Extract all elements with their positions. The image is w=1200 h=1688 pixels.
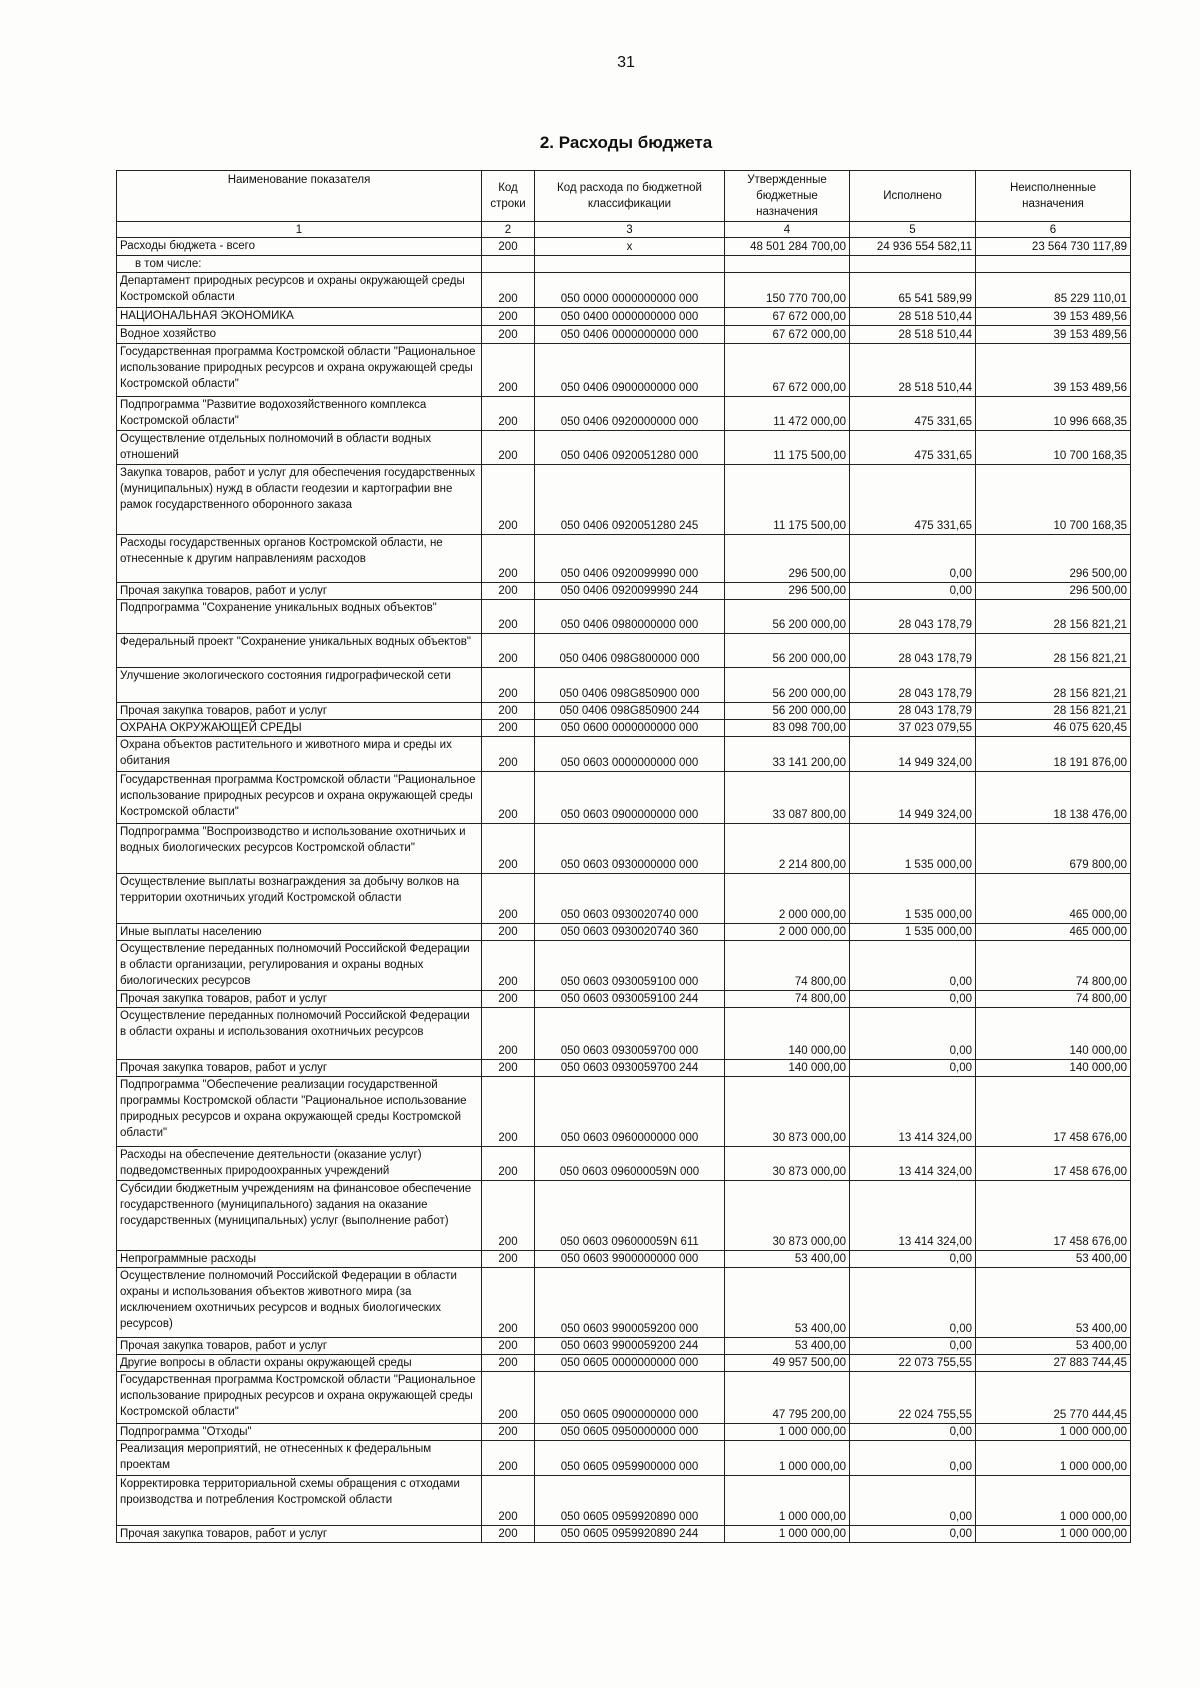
- row-executed: 13 414 324,00: [850, 1077, 976, 1147]
- row-code: 200: [482, 668, 535, 703]
- row-executed: 28 043 178,79: [850, 703, 976, 720]
- row-name: Государственная программа Костромской области "Рациональное использование природных ресурсов и охрана окружающей среды Костромской области": [117, 772, 482, 824]
- table-row: [117, 256, 1131, 273]
- row-unexecuted: 10 996 668,35: [976, 397, 1131, 431]
- row-unexecuted: 1 000 000,00: [976, 1526, 1131, 1543]
- row-approved: 33 087 800,00: [725, 772, 850, 824]
- row-approved: 30 873 000,00: [725, 1077, 850, 1147]
- row-kbk: 050 0406 0920000000 000: [535, 397, 725, 431]
- row-executed: 28 043 178,79: [850, 600, 976, 634]
- column-number: 5: [850, 222, 976, 238]
- row-name: Охрана объектов растительного и животного мира и среды их обитания: [117, 737, 482, 772]
- row-executed: 28 518 510,44: [850, 326, 976, 344]
- header-row-code: Код строки: [482, 171, 535, 222]
- header-unexecuted: Неисполненные назначения: [976, 171, 1131, 222]
- row-executed: 28 518 510,44: [850, 344, 976, 397]
- row-executed: 22 073 755,55: [850, 1355, 976, 1372]
- row-code: 200: [482, 1077, 535, 1147]
- row-name: Другие вопросы в области охраны окружающей среды: [117, 1355, 482, 1372]
- row-name: ОХРАНА ОКРУЖАЮЩЕЙ СРЕДЫ: [117, 720, 482, 737]
- row-executed: 14 949 324,00: [850, 772, 976, 824]
- row-executed: 0,00: [850, 583, 976, 600]
- row-executed: [850, 256, 976, 273]
- row-code: 200: [482, 924, 535, 941]
- table-row: [117, 1251, 1131, 1268]
- row-executed: 0,00: [850, 535, 976, 583]
- row-approved: 30 873 000,00: [725, 1181, 850, 1251]
- table-row: [117, 431, 1131, 465]
- row-name: Осуществление отдельных полномочий в области водных отношений: [117, 431, 482, 465]
- row-approved: 74 800,00: [725, 991, 850, 1008]
- row-executed: 1 535 000,00: [850, 824, 976, 874]
- row-code: 200: [482, 1424, 535, 1441]
- row-code: 200: [482, 1441, 535, 1476]
- row-name: Прочая закупка товаров, работ и услуг: [117, 1338, 482, 1355]
- column-number: 2: [482, 222, 535, 238]
- row-approved: 2 000 000,00: [725, 874, 850, 924]
- table-row: [117, 824, 1131, 874]
- table-row: [117, 634, 1131, 668]
- row-approved: 53 400,00: [725, 1268, 850, 1338]
- row-kbk: 050 0603 0930059700 000: [535, 1008, 725, 1060]
- row-executed: 0,00: [850, 1424, 976, 1441]
- row-approved: 56 200 000,00: [725, 668, 850, 703]
- row-name: Осуществление полномочий Российской Федерации в области охраны и использования объектов животного мира (за исключением охотничьих ресурсов и водных биологических ресурсов): [117, 1268, 482, 1338]
- row-unexecuted: 53 400,00: [976, 1251, 1131, 1268]
- row-unexecuted: 1 000 000,00: [976, 1476, 1131, 1526]
- row-executed: 37 023 079,55: [850, 720, 976, 737]
- row-name: Осуществление переданных полномочий Российской Федерации в области охраны и использования охотничьих ресурсов: [117, 1008, 482, 1060]
- row-code: 200: [482, 991, 535, 1008]
- row-approved: 67 672 000,00: [725, 326, 850, 344]
- row-code: 200: [482, 1338, 535, 1355]
- row-name: Иные выплаты населению: [117, 924, 482, 941]
- row-approved: 67 672 000,00: [725, 344, 850, 397]
- row-approved: 150 770 700,00: [725, 273, 850, 308]
- row-kbk: 050 0406 098G800000 000: [535, 634, 725, 668]
- row-approved: 56 200 000,00: [725, 600, 850, 634]
- row-name: Подпрограмма "Обеспечение реализации государственной программы Костромской области "Рациональное использование природных ресурсов и охрана окружающей среды Костромской области": [117, 1077, 482, 1147]
- row-name: Водное хозяйство: [117, 326, 482, 344]
- row-kbk: 050 0605 0900000000 000: [535, 1372, 725, 1424]
- table-row: [117, 1424, 1131, 1441]
- row-code: 200: [482, 583, 535, 600]
- row-kbk: 050 0605 0959900000 000: [535, 1441, 725, 1476]
- table-row: [117, 1060, 1131, 1077]
- row-approved: 2 214 800,00: [725, 824, 850, 874]
- row-executed: 28 518 510,44: [850, 308, 976, 326]
- row-unexecuted: 1 000 000,00: [976, 1441, 1131, 1476]
- row-unexecuted: 465 000,00: [976, 924, 1131, 941]
- row-approved: 11 472 000,00: [725, 397, 850, 431]
- row-unexecuted: 23 564 730 117,89: [976, 238, 1131, 256]
- row-unexecuted: 10 700 168,35: [976, 465, 1131, 535]
- row-name: Прочая закупка товаров, работ и услуг: [117, 1526, 482, 1543]
- row-unexecuted: 1 000 000,00: [976, 1424, 1131, 1441]
- row-executed: 65 541 589,99: [850, 273, 976, 308]
- row-code: 200: [482, 941, 535, 991]
- table-row: [117, 1181, 1131, 1251]
- row-executed: 0,00: [850, 1251, 976, 1268]
- row-kbk: 050 0603 9900059200 000: [535, 1268, 725, 1338]
- row-kbk: 050 0406 0920099990 000: [535, 535, 725, 583]
- row-executed: 475 331,65: [850, 465, 976, 535]
- row-name: Расходы на обеспечение деятельности (оказание услуг) подведомственных природоохранных учреждений: [117, 1147, 482, 1181]
- row-unexecuted: 140 000,00: [976, 1008, 1131, 1060]
- row-approved: 53 400,00: [725, 1338, 850, 1355]
- row-approved: [725, 256, 850, 273]
- row-kbk: 050 0600 0000000000 000: [535, 720, 725, 737]
- header-executed: Исполнено: [850, 171, 976, 222]
- row-executed: 0,00: [850, 991, 976, 1008]
- table-row: [117, 720, 1131, 737]
- row-unexecuted: 39 153 489,56: [976, 308, 1131, 326]
- row-kbk: 050 0605 0959920890 000: [535, 1476, 725, 1526]
- row-kbk: 050 0605 0959920890 244: [535, 1526, 725, 1543]
- row-executed: 0,00: [850, 1338, 976, 1355]
- table-row: [117, 1526, 1131, 1543]
- row-unexecuted: [976, 256, 1131, 273]
- row-unexecuted: 46 075 620,45: [976, 720, 1131, 737]
- row-code: 200: [482, 308, 535, 326]
- row-executed: 14 949 324,00: [850, 737, 976, 772]
- row-kbk: 050 0603 0960000000 000: [535, 1077, 725, 1147]
- row-unexecuted: 39 153 489,56: [976, 326, 1131, 344]
- row-unexecuted: 53 400,00: [976, 1338, 1131, 1355]
- row-approved: 11 175 500,00: [725, 431, 850, 465]
- row-kbk: 050 0603 0930059100 244: [535, 991, 725, 1008]
- row-approved: 56 200 000,00: [725, 634, 850, 668]
- row-code: 200: [482, 238, 535, 256]
- column-numbers-row: [117, 222, 1131, 238]
- row-executed: 1 535 000,00: [850, 874, 976, 924]
- row-unexecuted: 74 800,00: [976, 991, 1131, 1008]
- row-code: 200: [482, 1147, 535, 1181]
- table-row: [117, 1338, 1131, 1355]
- row-unexecuted: 679 800,00: [976, 824, 1131, 874]
- row-executed: 24 936 554 582,11: [850, 238, 976, 256]
- row-unexecuted: 85 229 110,01: [976, 273, 1131, 308]
- row-name: Осуществление переданных полномочий Российской Федерации в области организации, регулирования и охраны водных биологических ресурсов: [117, 941, 482, 991]
- row-name: Непрограммные расходы: [117, 1251, 482, 1268]
- row-approved: 83 098 700,00: [725, 720, 850, 737]
- row-unexecuted: 296 500,00: [976, 583, 1131, 600]
- row-unexecuted: 28 156 821,21: [976, 668, 1131, 703]
- row-kbk: 050 0406 098G850900 244: [535, 703, 725, 720]
- row-code: 200: [482, 824, 535, 874]
- row-executed: 0,00: [850, 1476, 976, 1526]
- row-unexecuted: 17 458 676,00: [976, 1181, 1131, 1251]
- row-name: Подпрограмма "Воспроизводство и использование охотничьих и водных биологических ресурсов Костромской области": [117, 824, 482, 874]
- row-executed: 475 331,65: [850, 431, 976, 465]
- table-row: [117, 1147, 1131, 1181]
- row-executed: 13 414 324,00: [850, 1181, 976, 1251]
- row-code: 200: [482, 273, 535, 308]
- table-row: [117, 1008, 1131, 1060]
- row-unexecuted: 27 883 744,45: [976, 1355, 1131, 1372]
- row-name: Улучшение экологического состояния гидрографической сети: [117, 668, 482, 703]
- table-row: [117, 1268, 1131, 1338]
- table-row: [117, 1372, 1131, 1424]
- row-approved: 1 000 000,00: [725, 1424, 850, 1441]
- header-kbk: Код расхода по бюджетной классификации: [535, 171, 725, 222]
- row-executed: 0,00: [850, 1441, 976, 1476]
- row-approved: 49 957 500,00: [725, 1355, 850, 1372]
- table-row: [117, 583, 1131, 600]
- row-kbk: 050 0406 0900000000 000: [535, 344, 725, 397]
- row-kbk: 050 0603 0930059700 244: [535, 1060, 725, 1077]
- row-approved: 1 000 000,00: [725, 1441, 850, 1476]
- row-approved: 53 400,00: [725, 1251, 850, 1268]
- row-name: НАЦИОНАЛЬНАЯ ЭКОНОМИКА: [117, 308, 482, 326]
- row-name: Подпрограмма "Развитие водохозяйственного комплекса Костромской области": [117, 397, 482, 431]
- row-kbk: 050 0400 0000000000 000: [535, 308, 725, 326]
- row-unexecuted: 10 700 168,35: [976, 431, 1131, 465]
- row-kbk: 050 0406 0000000000 000: [535, 326, 725, 344]
- row-name: Корректировка территориальной схемы обращения с отходами производства и потребления Костромской области: [117, 1476, 482, 1526]
- table-row: [117, 737, 1131, 772]
- row-approved: 74 800,00: [725, 941, 850, 991]
- row-code: 200: [482, 703, 535, 720]
- row-approved: 48 501 284 700,00: [725, 238, 850, 256]
- row-code: 200: [482, 344, 535, 397]
- row-code: 200: [482, 634, 535, 668]
- table-body: [117, 238, 1131, 1543]
- table-row: [117, 772, 1131, 824]
- row-unexecuted: 17 458 676,00: [976, 1077, 1131, 1147]
- row-name: Прочая закупка товаров, работ и услуг: [117, 703, 482, 720]
- row-unexecuted: 28 156 821,21: [976, 634, 1131, 668]
- row-executed: 13 414 324,00: [850, 1147, 976, 1181]
- row-name: Прочая закупка товаров, работ и услуг: [117, 583, 482, 600]
- row-executed: 0,00: [850, 1526, 976, 1543]
- row-kbk: 050 0406 0920051280 245: [535, 465, 725, 535]
- row-approved: 2 000 000,00: [725, 924, 850, 941]
- table-row: [117, 1441, 1131, 1476]
- row-kbk: 050 0603 0930020740 000: [535, 874, 725, 924]
- row-kbk: 050 0603 9900059200 244: [535, 1338, 725, 1355]
- row-kbk: 050 0406 0920051280 000: [535, 431, 725, 465]
- row-unexecuted: 18 191 876,00: [976, 737, 1131, 772]
- row-code: 200: [482, 1268, 535, 1338]
- row-kbk: 050 0406 0980000000 000: [535, 600, 725, 634]
- row-name: Осуществление выплаты вознаграждения за добычу волков на территории охотничьих угодий Костромской области: [117, 874, 482, 924]
- row-name: Государственная программа Костромской области "Рациональное использование природных ресурсов и охрана окружающей среды Костромской области": [117, 1372, 482, 1424]
- expenditure-table: [116, 170, 1131, 1543]
- row-approved: 296 500,00: [725, 583, 850, 600]
- row-kbk: 050 0000 0000000000 000: [535, 273, 725, 308]
- row-executed: 28 043 178,79: [850, 668, 976, 703]
- row-code: 200: [482, 1526, 535, 1543]
- table-row: [117, 874, 1131, 924]
- row-kbk: 050 0603 9900000000 000: [535, 1251, 725, 1268]
- row-name: Государственная программа Костромской области "Рациональное использование природных ресурсов и охрана окружающей среды Костромской области": [117, 344, 482, 397]
- row-executed: 0,00: [850, 1268, 976, 1338]
- row-kbk: 050 0603 0930020740 360: [535, 924, 725, 941]
- row-kbk: x: [535, 238, 725, 256]
- row-kbk: 050 0605 0000000000 000: [535, 1355, 725, 1372]
- row-executed: 0,00: [850, 1060, 976, 1077]
- row-code: 200: [482, 397, 535, 431]
- row-name: Закупка товаров, работ и услуг для обеспечения государственных (муниципальных) нужд в области геодезии и картографии вне рамок государственного оборонного заказа: [117, 465, 482, 535]
- row-code: 200: [482, 326, 535, 344]
- table-row: [117, 600, 1131, 634]
- page-title: 2. Расходы бюджета: [539, 133, 713, 152]
- row-name: Расходы бюджета - всего: [117, 238, 482, 256]
- row-code: 200: [482, 431, 535, 465]
- row-kbk: 050 0603 0900000000 000: [535, 772, 725, 824]
- page-number: 31: [617, 54, 635, 71]
- table-row: [117, 1355, 1131, 1372]
- table-row: [117, 308, 1131, 326]
- table-row: [117, 465, 1131, 535]
- row-kbk: 050 0605 0950000000 000: [535, 1424, 725, 1441]
- row-code: 200: [482, 1008, 535, 1060]
- row-approved: 296 500,00: [725, 535, 850, 583]
- row-approved: 67 672 000,00: [725, 308, 850, 326]
- table-row: [117, 344, 1131, 397]
- row-kbk: 050 0603 096000059N 611: [535, 1181, 725, 1251]
- row-code: 200: [482, 737, 535, 772]
- row-executed: 28 043 178,79: [850, 634, 976, 668]
- row-approved: 33 141 200,00: [725, 737, 850, 772]
- row-name: Подпрограмма "Сохранение уникальных водных объектов": [117, 600, 482, 634]
- row-code: 200: [482, 1476, 535, 1526]
- row-kbk: 050 0603 0930059100 000: [535, 941, 725, 991]
- row-kbk: [535, 256, 725, 273]
- row-name: Департамент природных ресурсов и охраны окружающей среды Костромской области: [117, 273, 482, 308]
- table-row: [117, 535, 1131, 583]
- table-row: [117, 703, 1131, 720]
- table-row: [117, 273, 1131, 308]
- row-code: 200: [482, 772, 535, 824]
- row-approved: 1 000 000,00: [725, 1526, 850, 1543]
- row-approved: 30 873 000,00: [725, 1147, 850, 1181]
- row-name: в том числе:: [117, 256, 482, 273]
- column-number: 1: [117, 222, 482, 238]
- row-unexecuted: 17 458 676,00: [976, 1147, 1131, 1181]
- header-name: Наименование показателя: [117, 171, 482, 222]
- row-unexecuted: 25 770 444,45: [976, 1372, 1131, 1424]
- row-kbk: 050 0406 0920099990 244: [535, 583, 725, 600]
- row-code: 200: [482, 535, 535, 583]
- row-unexecuted: 39 153 489,56: [976, 344, 1131, 397]
- table-row: [117, 924, 1131, 941]
- table-row: [117, 1476, 1131, 1526]
- row-executed: 22 024 755,55: [850, 1372, 976, 1424]
- column-number: 3: [535, 222, 725, 238]
- table-row: [117, 238, 1131, 256]
- row-unexecuted: 296 500,00: [976, 535, 1131, 583]
- row-unexecuted: 465 000,00: [976, 874, 1131, 924]
- row-kbk: 050 0406 098G850900 000: [535, 668, 725, 703]
- row-approved: 140 000,00: [725, 1008, 850, 1060]
- table-header-row: [117, 171, 1131, 222]
- row-unexecuted: 28 156 821,21: [976, 600, 1131, 634]
- row-name: Прочая закупка товаров, работ и услуг: [117, 1060, 482, 1077]
- row-name: Расходы государственных органов Костромской области, не отнесенные к другим направлениям расходов: [117, 535, 482, 583]
- row-code: 200: [482, 874, 535, 924]
- table-row: [117, 991, 1131, 1008]
- row-approved: 140 000,00: [725, 1060, 850, 1077]
- table-row: [117, 1077, 1131, 1147]
- row-code: 200: [482, 1181, 535, 1251]
- table-row: [117, 326, 1131, 344]
- row-name: Федеральный проект "Сохранение уникальных водных объектов": [117, 634, 482, 668]
- row-code: 200: [482, 720, 535, 737]
- row-kbk: 050 0603 0930000000 000: [535, 824, 725, 874]
- row-code: 200: [482, 1355, 535, 1372]
- row-code: 200: [482, 1372, 535, 1424]
- row-name: Прочая закупка товаров, работ и услуг: [117, 991, 482, 1008]
- row-approved: 11 175 500,00: [725, 465, 850, 535]
- row-executed: 0,00: [850, 1008, 976, 1060]
- row-executed: 0,00: [850, 941, 976, 991]
- row-kbk: 050 0603 0000000000 000: [535, 737, 725, 772]
- row-unexecuted: 18 138 476,00: [976, 772, 1131, 824]
- header-approved: Утвержденные бюджетные назначения: [725, 171, 850, 222]
- row-code: 200: [482, 1060, 535, 1077]
- row-unexecuted: 74 800,00: [976, 941, 1131, 991]
- row-kbk: 050 0603 096000059N 000: [535, 1147, 725, 1181]
- row-name: Реализация мероприятий, не отнесенных к федеральным проектам: [117, 1441, 482, 1476]
- table-row: [117, 941, 1131, 991]
- row-code: 200: [482, 600, 535, 634]
- row-code: 200: [482, 1251, 535, 1268]
- row-approved: 1 000 000,00: [725, 1476, 850, 1526]
- row-unexecuted: 140 000,00: [976, 1060, 1131, 1077]
- row-approved: 47 795 200,00: [725, 1372, 850, 1424]
- row-unexecuted: 28 156 821,21: [976, 703, 1131, 720]
- row-approved: 56 200 000,00: [725, 703, 850, 720]
- column-number: 4: [725, 222, 850, 238]
- row-unexecuted: 53 400,00: [976, 1268, 1131, 1338]
- row-name: Субсидии бюджетным учреждениям на финансовое обеспечение государственного (муниципального) задания на оказание государственных (муниципальных) услуг (выполнение работ): [117, 1181, 482, 1251]
- row-code: [482, 256, 535, 273]
- column-number: 6: [976, 222, 1131, 238]
- row-code: 200: [482, 465, 535, 535]
- table-row: [117, 397, 1131, 431]
- row-executed: 1 535 000,00: [850, 924, 976, 941]
- table-row: [117, 668, 1131, 703]
- row-name: Подпрограмма "Отходы": [117, 1424, 482, 1441]
- row-executed: 475 331,65: [850, 397, 976, 431]
